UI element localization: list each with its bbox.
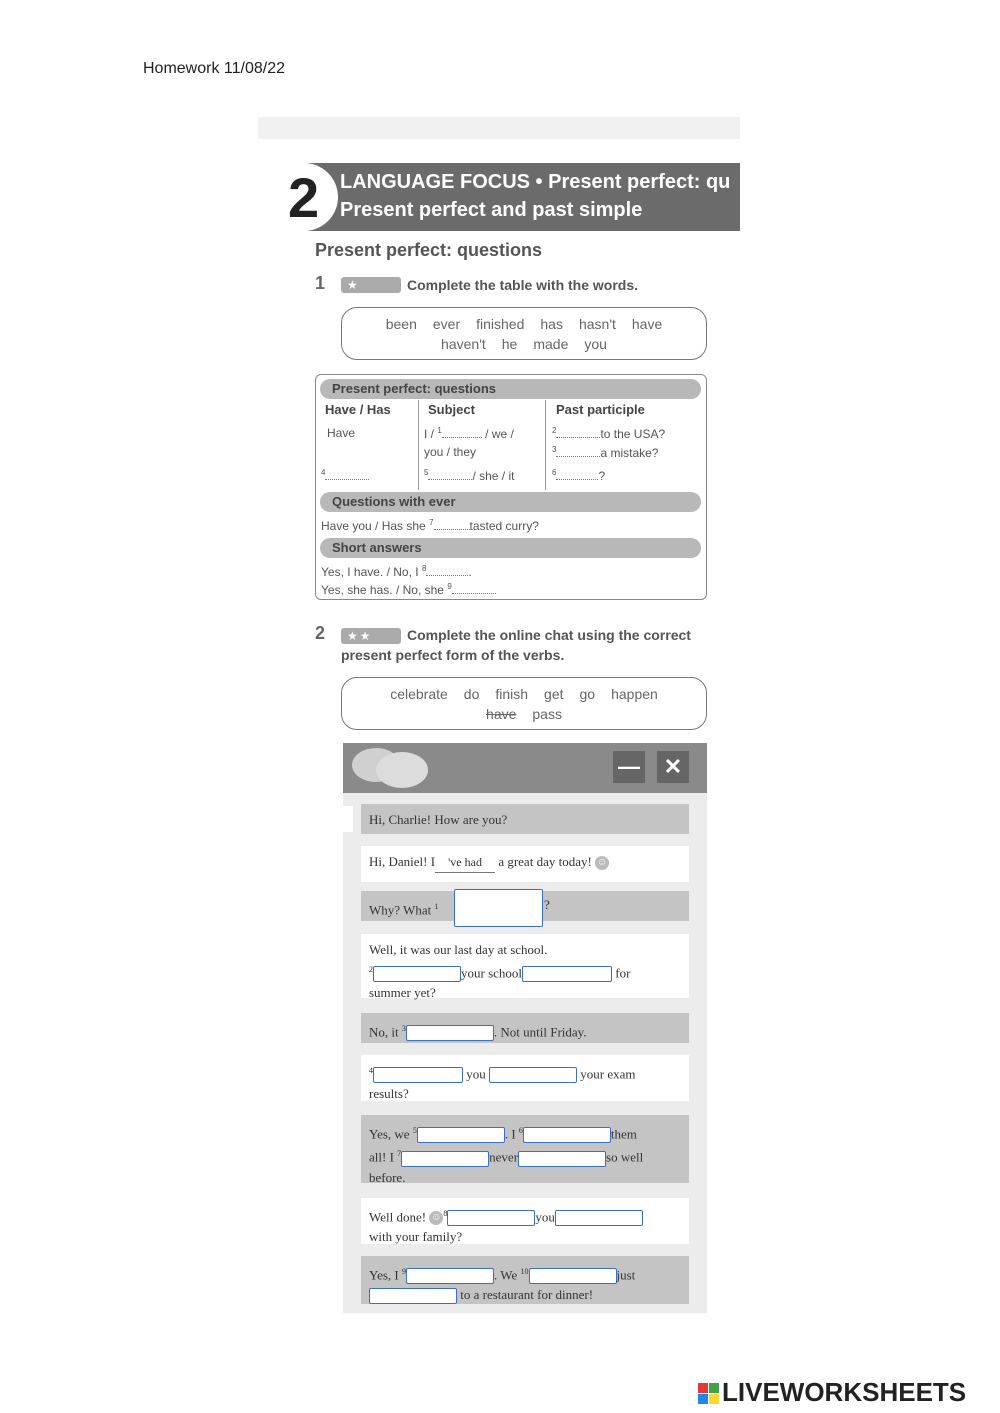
msg-text: before. (369, 1169, 406, 1185)
col-header-past-participle: Past participle (556, 402, 645, 417)
word-row (342, 704, 706, 724)
chat-message-7 (361, 1115, 689, 1183)
subject-cell-1b: you / they (424, 445, 477, 459)
chat-message-9 (361, 1256, 689, 1304)
cell-text: / we / (485, 427, 514, 441)
msg-line (369, 1144, 681, 1167)
table-bar-short-answers: Short answers (320, 538, 701, 558)
chat-message-5 (361, 1013, 689, 1043)
cell-text: Have you / Has she (321, 519, 430, 533)
col-header-subject: Subject (428, 402, 475, 417)
answer-input-10b[interactable] (369, 1288, 457, 1304)
word: has (540, 316, 563, 332)
word: pass (532, 706, 562, 722)
banner-line-1: LANGUAGE FOCUS • Present perfect: qu (340, 171, 731, 193)
answer-input-9[interactable] (406, 1268, 494, 1284)
msg-text: . We (494, 1267, 521, 1283)
msg-text: for (615, 965, 631, 981)
gap-number: 8 (421, 564, 427, 573)
gap-number: 4 (321, 468, 326, 477)
difficulty-stars-2: ★★ (341, 628, 401, 644)
msg-text: . Not until Friday. (493, 1024, 587, 1040)
gap-line (556, 446, 600, 457)
smiley-icon: ☺ (431, 1212, 442, 1224)
answer-input-6[interactable] (523, 1127, 611, 1143)
participle-cell-3 (552, 468, 605, 483)
word: go (579, 686, 596, 702)
answer-input-7a[interactable] (401, 1151, 489, 1167)
word-row (342, 314, 706, 334)
difficulty-stars-1: ★ (341, 277, 401, 293)
word: made (533, 336, 569, 352)
gap-number: 6 (518, 1126, 523, 1135)
exercise-2-instruction-2: present perfect form of the verbs. (341, 647, 565, 663)
msg-text: just (616, 1267, 636, 1283)
gap-number: 10 (520, 1267, 529, 1276)
exercise-2-number: 2 (315, 623, 326, 643)
cell-text: Yes, she has. / No, she (321, 583, 448, 597)
msg-line (369, 1204, 681, 1227)
msg-line (369, 1262, 681, 1285)
chat-message-1: Hi, Charlie! How are you? (361, 804, 689, 834)
word: get (544, 686, 564, 702)
speech-bubbles-icon (376, 752, 428, 788)
subject-cell-1 (424, 426, 514, 441)
logo-text: LIVEWORKSHEETS (722, 1377, 967, 1407)
unit-number: 2 (288, 166, 320, 229)
chat-message-4 (361, 934, 689, 1001)
word-row (342, 684, 706, 704)
word-row (342, 334, 706, 354)
msg-text: you (466, 1066, 486, 1082)
word: have (631, 316, 663, 332)
msg-text: summer yet? (369, 985, 436, 1001)
exercise-1-instruction: Complete the table with the words. (407, 277, 639, 293)
msg-text: you (535, 1209, 555, 1225)
word: finished (476, 316, 525, 332)
gap-number: 9 (447, 582, 452, 591)
close-icon: ✕ (657, 751, 689, 783)
cell-text: to the USA? (600, 427, 666, 441)
gap-number: 7 (397, 1149, 402, 1159)
msg-text: never (489, 1149, 519, 1165)
minimize-icon: — (613, 751, 645, 783)
word: do (463, 686, 480, 702)
word: he (501, 336, 518, 352)
gap-number: 1 (437, 426, 442, 435)
liveworksheets-logo-icon (698, 1383, 720, 1405)
msg-text: your school (461, 965, 523, 981)
word: have (486, 706, 517, 722)
answer-input-8a[interactable] (447, 1210, 535, 1226)
msg-text: to a restaurant for dinner! (460, 1287, 594, 1303)
msg-text: Hi, Daniel! I (369, 854, 436, 869)
column-divider (418, 400, 419, 490)
gap-line (442, 427, 482, 438)
subject-cell-2 (424, 468, 514, 483)
answer-input-3[interactable] (406, 1025, 494, 1041)
word-box-1 (341, 307, 707, 360)
chat-scroll-marker (343, 806, 353, 832)
msg-text: Yes, we (369, 1126, 413, 1142)
homework-date-note: Homework 11/08/22 (143, 60, 285, 77)
gap-number: 6 (552, 468, 557, 477)
msg-text: results? (369, 1086, 409, 1102)
answer-input-4b[interactable] (489, 1067, 577, 1083)
msg-line (369, 1061, 681, 1084)
gap-number: 3 (401, 1024, 406, 1033)
msg-text: so well (606, 1149, 644, 1165)
cell-text: tasted curry? (469, 519, 539, 533)
cell-text: a mistake? (600, 446, 659, 460)
short-answer-row-2 (321, 582, 496, 597)
section-title: Present perfect: questions (315, 240, 543, 260)
gap-number: 2 (369, 965, 373, 974)
gap-line (428, 469, 472, 480)
gap-number: 7 (429, 518, 434, 527)
gap-number: 5 (424, 468, 429, 477)
msg-text: all! I (369, 1149, 398, 1165)
word: celebrate (390, 686, 448, 702)
answer-input-1[interactable] (454, 889, 543, 927)
gap-number: 4 (369, 1066, 373, 1075)
msg-text: Well, it was our last day at school. (369, 942, 548, 957)
msg-text: No, it (369, 1024, 402, 1040)
answer-input-10a[interactable] (529, 1268, 617, 1284)
smiley-icon: ☺ (596, 857, 608, 869)
column-divider (545, 400, 546, 490)
cell-text: ? (598, 469, 606, 483)
word-box-2 (341, 677, 707, 730)
msg-text: a great day today! (498, 854, 592, 869)
gap-line (426, 565, 468, 576)
exercise-2-instruction-1: Complete the online chat using the correct (407, 627, 691, 643)
word: happen (611, 686, 658, 702)
answer-input-5[interactable] (417, 1127, 505, 1143)
gap-number: 5 (412, 1126, 417, 1135)
msg-text: your exam (580, 1066, 636, 1082)
scan-top-strip (258, 117, 740, 139)
gap-number: 1 (434, 902, 439, 911)
answer-input-4a[interactable] (373, 1067, 463, 1083)
section-banner (282, 163, 740, 231)
msg-line (369, 1121, 681, 1144)
cell-text: I / (424, 427, 438, 441)
answer-input-2a[interactable] (373, 966, 461, 982)
participle-cell-1 (552, 426, 665, 441)
gap-number: 3 (552, 445, 557, 454)
banner-line-2: Present perfect and past simple (340, 199, 643, 221)
chat-message-2 (361, 846, 689, 882)
answer-input-8b[interactable] (555, 1210, 643, 1226)
chat-message-8 (361, 1198, 689, 1244)
msg-text: Why? What (369, 902, 435, 918)
have-has-cell-2 (321, 468, 369, 483)
msg-text: Yes, I (369, 1267, 402, 1283)
ever-question-row (321, 518, 539, 533)
chat-message-6 (361, 1055, 689, 1101)
cell-text: / she / it (472, 469, 515, 483)
cell-text: Yes, I have. / No, I (321, 565, 422, 579)
exercise-1-number: 1 (315, 273, 326, 293)
table-bar-ever: Questions with ever (320, 492, 701, 512)
liveworksheets-logo (698, 1377, 966, 1408)
word: haven't (441, 336, 486, 352)
msg-line (369, 960, 681, 983)
example-answer: 've had (435, 852, 495, 873)
msg-text: ? (544, 897, 550, 912)
word: hasn't (578, 316, 616, 332)
word: finish (495, 686, 529, 702)
msg-text: them (610, 1126, 637, 1142)
gap-line (452, 583, 496, 594)
msg-text: with your family? (369, 1229, 463, 1245)
gap-number: 2 (552, 426, 557, 435)
msg-text: . I (504, 1126, 519, 1142)
gap-line (556, 427, 600, 438)
gap-line (556, 469, 598, 480)
gap-number: 9 (402, 1267, 406, 1276)
participle-cell-2 (552, 445, 658, 460)
gap-number: 8 (443, 1209, 448, 1218)
cell-text: . (468, 565, 472, 579)
example-answer-have: Have (327, 426, 356, 440)
msg-line (369, 1285, 681, 1305)
answer-input-7b[interactable] (518, 1151, 606, 1167)
gap-line (325, 469, 369, 480)
table-bar-questions: Present perfect: questions (320, 379, 701, 399)
word: you (584, 336, 607, 352)
col-header-have-has: Have / Has (325, 402, 391, 417)
word: ever (432, 316, 461, 332)
short-answer-row-1 (321, 564, 472, 579)
word: been (385, 316, 417, 332)
msg-text: Well done! (369, 1209, 427, 1225)
answer-input-2b[interactable] (522, 966, 612, 982)
gap-line (434, 519, 470, 530)
